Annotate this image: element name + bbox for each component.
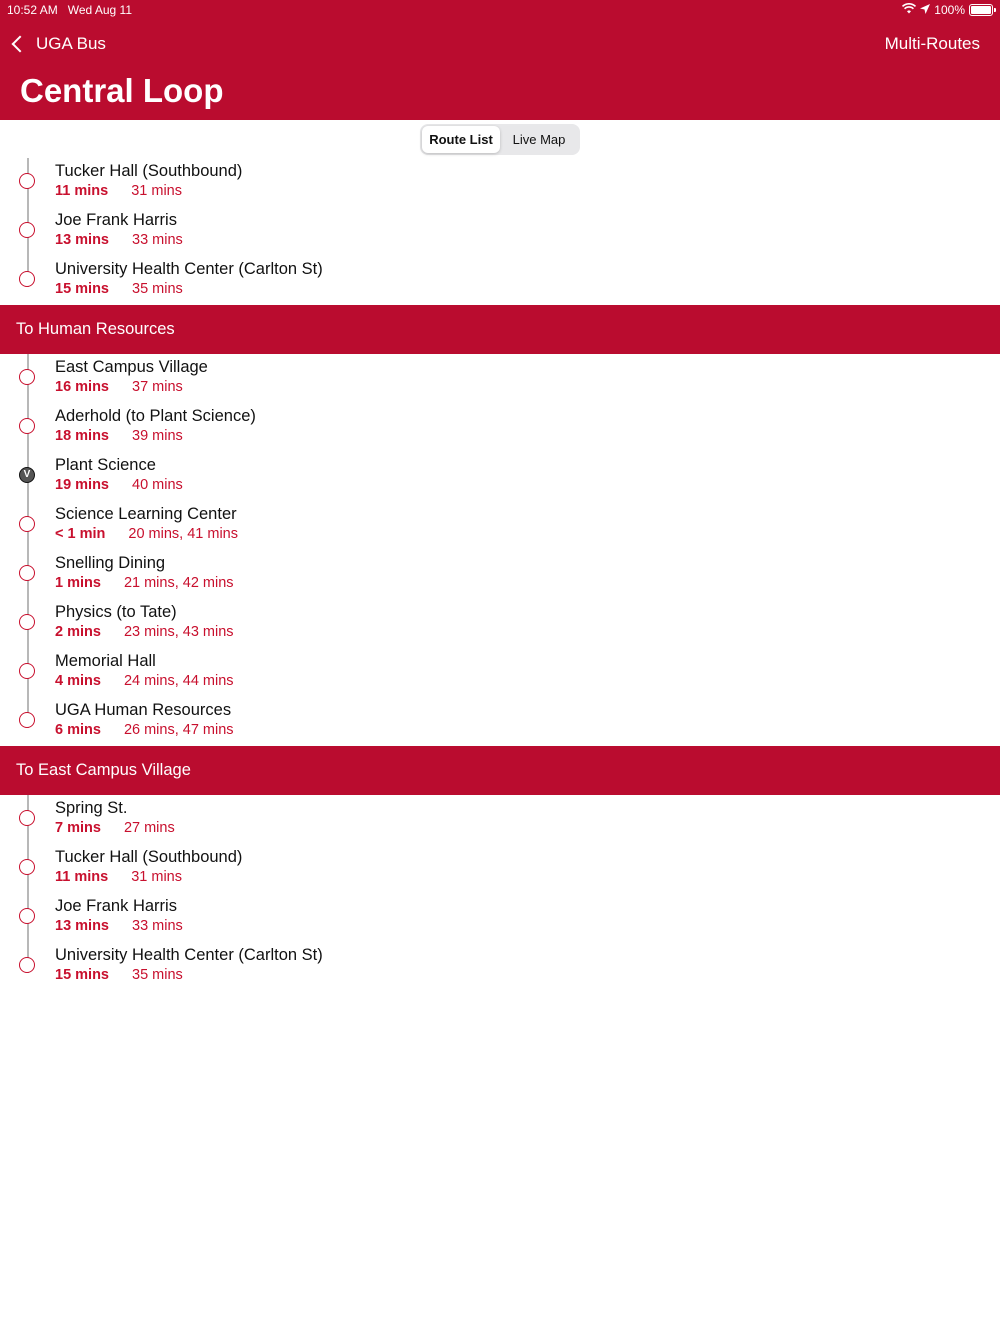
nav-bar xyxy=(0,30,1000,60)
next-arrival: 6 mins xyxy=(55,722,101,738)
stop-marker-icon xyxy=(19,173,35,189)
page-title: Central Loop xyxy=(20,72,224,109)
stop-arrivals xyxy=(55,232,183,248)
stop-name: Plant Science xyxy=(55,456,156,474)
status-time: 10:52 AM xyxy=(7,3,58,17)
stop-name: Memorial Hall xyxy=(55,652,156,670)
stop-name: Tucker Hall (Southbound) xyxy=(55,162,243,180)
next-arrival: 15 mins xyxy=(55,281,109,297)
later-arrivals: 35 mins xyxy=(132,281,183,297)
location-arrow-icon xyxy=(920,3,930,17)
stop-row[interactable] xyxy=(0,452,1000,501)
stop-row[interactable] xyxy=(0,893,1000,942)
next-arrival: 13 mins xyxy=(55,918,109,934)
later-arrivals: 35 mins xyxy=(132,967,183,983)
stop-name: Spring St. xyxy=(55,799,128,817)
battery-percent: 100% xyxy=(934,3,965,17)
stop-row[interactable] xyxy=(0,844,1000,893)
multi-routes-button[interactable]: Multi-Routes xyxy=(884,34,980,53)
next-arrival: 11 mins xyxy=(55,183,109,199)
later-arrivals: 24 mins, 44 mins xyxy=(123,673,234,689)
next-arrival: 4 mins xyxy=(55,673,101,689)
stop-row[interactable] xyxy=(0,354,1000,403)
stop-name: University Health Center (Carlton St) xyxy=(55,260,323,278)
stop-arrivals xyxy=(55,624,234,640)
later-arrivals: 23 mins, 43 mins xyxy=(123,624,234,640)
stop-arrivals xyxy=(55,820,175,836)
stop-arrivals xyxy=(55,477,183,493)
stop-marker-icon xyxy=(19,565,35,581)
later-arrivals: 31 mins xyxy=(131,869,182,885)
next-arrival: 16 mins xyxy=(55,379,109,395)
stop-row[interactable] xyxy=(0,697,1000,746)
later-arrivals: 39 mins xyxy=(132,428,183,444)
later-arrivals: 40 mins xyxy=(132,477,183,493)
stop-marker-icon xyxy=(19,908,35,924)
stop-name: Joe Frank Harris xyxy=(55,897,177,915)
later-arrivals: 26 mins, 47 mins xyxy=(123,722,234,738)
next-arrival: 1 mins xyxy=(55,575,101,591)
later-arrivals: 31 mins xyxy=(131,183,182,199)
route-list-tab[interactable]: Route List xyxy=(422,126,500,153)
stop-arrivals xyxy=(55,673,234,689)
back-button-label: UGA Bus xyxy=(36,34,106,53)
stop-arrivals xyxy=(55,869,182,885)
next-arrival: 18 mins xyxy=(55,428,109,444)
stop-marker-icon xyxy=(19,663,35,679)
stop-row[interactable] xyxy=(0,942,1000,991)
status-bar xyxy=(7,3,993,19)
later-arrivals: 20 mins, 41 mins xyxy=(128,526,238,542)
next-arrival: 13 mins xyxy=(55,232,109,248)
stop-marker-icon xyxy=(19,271,35,287)
stop-row[interactable] xyxy=(0,403,1000,452)
status-time-date xyxy=(7,3,132,17)
stop-name: University Health Center (Carlton St) xyxy=(55,946,323,964)
back-button[interactable] xyxy=(10,34,106,54)
stop-row[interactable] xyxy=(0,599,1000,648)
stop-name: Joe Frank Harris xyxy=(55,211,177,229)
stop-arrivals xyxy=(55,575,234,591)
next-arrival: < 1 min xyxy=(55,526,106,542)
later-arrivals: 21 mins, 42 mins xyxy=(123,575,234,591)
stop-arrivals xyxy=(55,526,238,542)
stop-row[interactable] xyxy=(0,256,1000,305)
battery-icon xyxy=(969,4,993,16)
wifi-icon xyxy=(902,3,916,17)
stop-marker-icon xyxy=(19,222,35,238)
section-header: To East Campus Village xyxy=(0,746,1000,795)
next-arrival: 19 mins xyxy=(55,477,109,493)
status-date: Wed Aug 11 xyxy=(67,3,132,17)
stop-row[interactable] xyxy=(0,550,1000,599)
stop-marker-icon xyxy=(19,418,35,434)
stop-row[interactable] xyxy=(0,648,1000,697)
later-arrivals: 27 mins xyxy=(123,820,175,836)
stop-name: Aderhold (to Plant Science) xyxy=(55,407,256,425)
stop-arrivals xyxy=(55,379,183,395)
stop-name: Snelling Dining xyxy=(55,554,166,572)
stop-name: Tucker Hall (Southbound) xyxy=(55,848,243,866)
stop-name: Science Learning Center xyxy=(55,505,237,523)
live-map-tab[interactable]: Live Map xyxy=(512,132,566,147)
section-header: To Human Resources xyxy=(0,305,1000,354)
stop-arrivals xyxy=(55,918,183,934)
stop-row[interactable] xyxy=(0,207,1000,256)
next-arrival: 15 mins xyxy=(55,967,109,983)
later-arrivals: 33 mins xyxy=(132,232,183,248)
view-segmented-control xyxy=(420,124,580,155)
app-header xyxy=(0,0,1000,120)
status-icons xyxy=(902,3,993,17)
stop-name: UGA Human Resources xyxy=(55,701,232,719)
stop-marker-icon xyxy=(19,369,35,385)
stop-marker-icon xyxy=(19,810,35,826)
next-arrival: 7 mins xyxy=(55,820,101,836)
later-arrivals: 33 mins xyxy=(132,918,183,934)
stop-name: Physics (to Tate) xyxy=(55,603,177,621)
chevron-left-icon xyxy=(12,36,29,53)
stop-row[interactable] xyxy=(0,501,1000,550)
bus-location-icon: V xyxy=(19,467,35,483)
stop-name: East Campus Village xyxy=(55,358,208,376)
stop-row[interactable] xyxy=(0,158,1000,207)
next-arrival: 2 mins xyxy=(55,624,101,640)
stop-arrivals xyxy=(55,281,183,297)
stop-arrivals xyxy=(55,722,234,738)
stop-arrivals xyxy=(55,428,183,444)
stop-marker-icon xyxy=(19,859,35,875)
stop-marker-icon xyxy=(19,614,35,630)
stop-arrivals xyxy=(55,967,183,983)
stop-arrivals xyxy=(55,183,182,199)
stop-row[interactable] xyxy=(0,795,1000,844)
next-arrival: 11 mins xyxy=(55,869,109,885)
stop-marker-icon xyxy=(19,516,35,532)
later-arrivals: 37 mins xyxy=(132,379,183,395)
stop-marker-icon xyxy=(19,957,35,973)
stop-marker-icon xyxy=(19,712,35,728)
